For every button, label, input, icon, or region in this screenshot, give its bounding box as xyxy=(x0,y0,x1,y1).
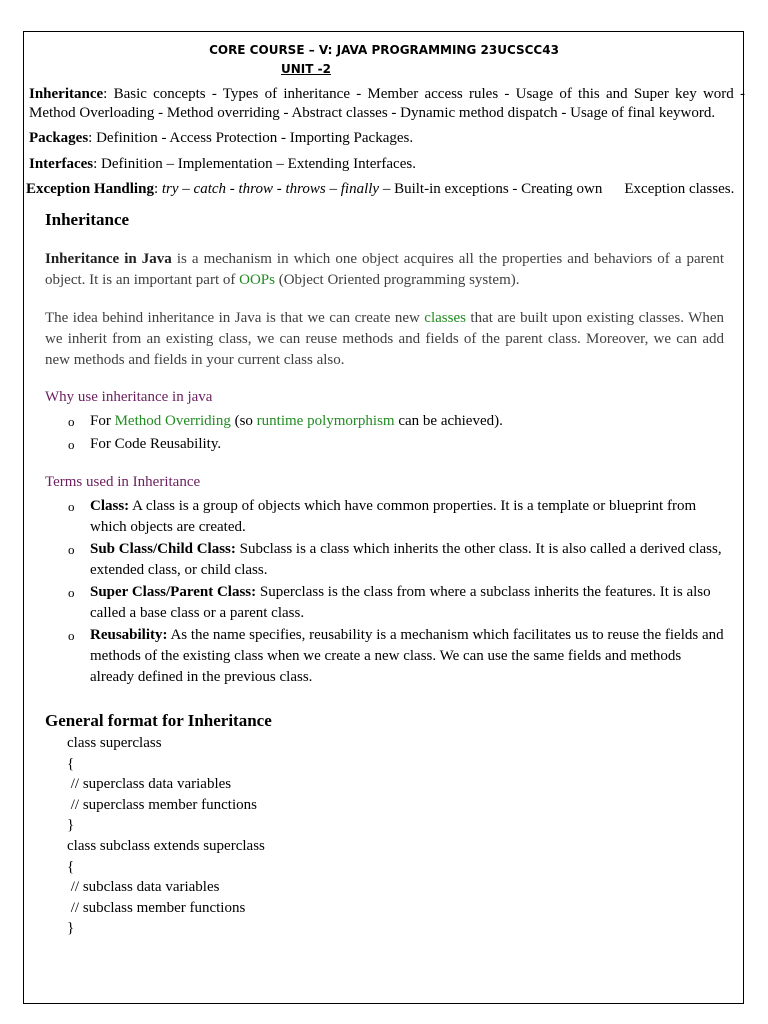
general-format-heading: General format for Inheritance xyxy=(45,711,272,730)
inheritance-term: Inheritance in Java xyxy=(45,251,172,267)
term-desc: Subclass is a class which inherits the other class. It is also called a derived class, extended class, or child class. xyxy=(90,541,722,578)
bullet-marker: o xyxy=(68,437,75,452)
syllabus-exception-label: Exception Handling xyxy=(26,181,154,197)
inheritance-paragraph-2 xyxy=(45,308,724,371)
syllabus-inheritance-text: : Basic concepts - Types of inheritance - Member access rules - Usage of this and Super key word - Method Overloading - Method overriding - Abstract classes - Dynamic method dispatch - Usage of final keyword. xyxy=(29,86,745,121)
syllabus-interfaces xyxy=(29,155,416,174)
term-item xyxy=(68,582,728,624)
inheritance-paragraph-1 xyxy=(45,249,724,291)
syllabus-exception-text: – Built-in exceptions - Creating own xyxy=(379,181,603,197)
why-use-heading: Why use inheritance in java xyxy=(45,389,213,405)
term-item xyxy=(68,539,728,581)
syllabus-interfaces-text: : Definition – Implementation – Extending Interfaces. xyxy=(93,156,416,172)
inheritance-p1-text: is a mechanism in which one object acquires all the properties and behaviors of a parent object. It is an important part of xyxy=(45,251,724,288)
inheritance-heading: Inheritance xyxy=(45,210,130,229)
inheritance-p2-tail: that are built upon existing classes. When we inherit from an existing class, we can reuse methods and fields of the parent class. Moreover, we can add new methods and fields in your current class also. xyxy=(45,310,724,368)
why-use-b1-tail: can be achieved). xyxy=(394,413,503,429)
inheritance-p1-tail: (Object Oriented programming system). xyxy=(274,272,520,288)
term-desc: As the name specifies, reusability is a mechanism which facilitates us to reuse the fields and methods of the existing class when we create a new class. We can use the same fields and methods already defined in the previous class. xyxy=(90,627,724,685)
inheritance-code-block: class superclass { // superclass data variables // superclass member functions } class subclass extends superclass { // subclass data variables // subclass member functions } xyxy=(67,735,265,937)
method-overriding-link[interactable]: Method Overriding xyxy=(114,413,231,429)
bullet-marker: o xyxy=(68,414,75,429)
bullet-marker: o xyxy=(68,499,75,514)
bullet-marker: o xyxy=(68,542,75,557)
term-name: Super Class/Parent Class: xyxy=(90,584,257,600)
bullet-marker: o xyxy=(68,585,75,600)
course-title: CORE COURSE – V: JAVA PROGRAMMING 23UCSCC43 xyxy=(209,43,559,57)
syllabus-packages-text: : Definition - Access Protection - Importing Packages. xyxy=(88,130,414,146)
why-use-item xyxy=(68,434,728,455)
term-item xyxy=(68,625,728,688)
classes-link[interactable]: classes xyxy=(424,310,466,326)
inheritance-p2-text: The idea behind inheritance in Java is that we can create new xyxy=(45,310,425,326)
term-desc: A class is a group of objects which have common properties. It is a template or blueprint from which objects are created. xyxy=(90,498,697,535)
why-use-b1-mid: (so xyxy=(230,413,257,429)
runtime-polymorphism-link[interactable]: runtime polymorphism xyxy=(256,413,395,429)
oops-link[interactable]: OOPs xyxy=(239,272,275,288)
why-use-b2: For Code Reusability. xyxy=(90,436,222,452)
term-item xyxy=(68,496,728,538)
why-use-item xyxy=(68,411,728,432)
syllabus-exception xyxy=(26,180,734,199)
terms-heading: Terms used in Inheritance xyxy=(45,474,201,490)
why-use-b1-pre: For xyxy=(90,413,115,429)
syllabus-packages xyxy=(29,129,413,148)
syllabus-interfaces-label: Interfaces xyxy=(29,156,94,172)
term-name: Sub Class/Child Class: xyxy=(90,541,236,557)
term-desc: Superclass is the class from where a subclass inherits the features. It is also called a base class or a parent class. xyxy=(90,584,711,621)
term-name: Class: xyxy=(90,498,130,514)
syllabus-inheritance-label: Inheritance xyxy=(29,86,104,102)
bullet-marker: o xyxy=(68,628,75,643)
syllabus-exception-tail: Exception classes. xyxy=(624,181,735,197)
syllabus-exception-keywords: try – catch - throw - throws – finally xyxy=(161,181,380,197)
syllabus-packages-label: Packages xyxy=(29,130,89,146)
unit-label: UNIT -2 xyxy=(281,62,331,76)
term-name: Reusability: xyxy=(90,627,168,643)
syllabus-exception-colon: : xyxy=(153,181,162,197)
syllabus-inheritance xyxy=(29,85,745,123)
